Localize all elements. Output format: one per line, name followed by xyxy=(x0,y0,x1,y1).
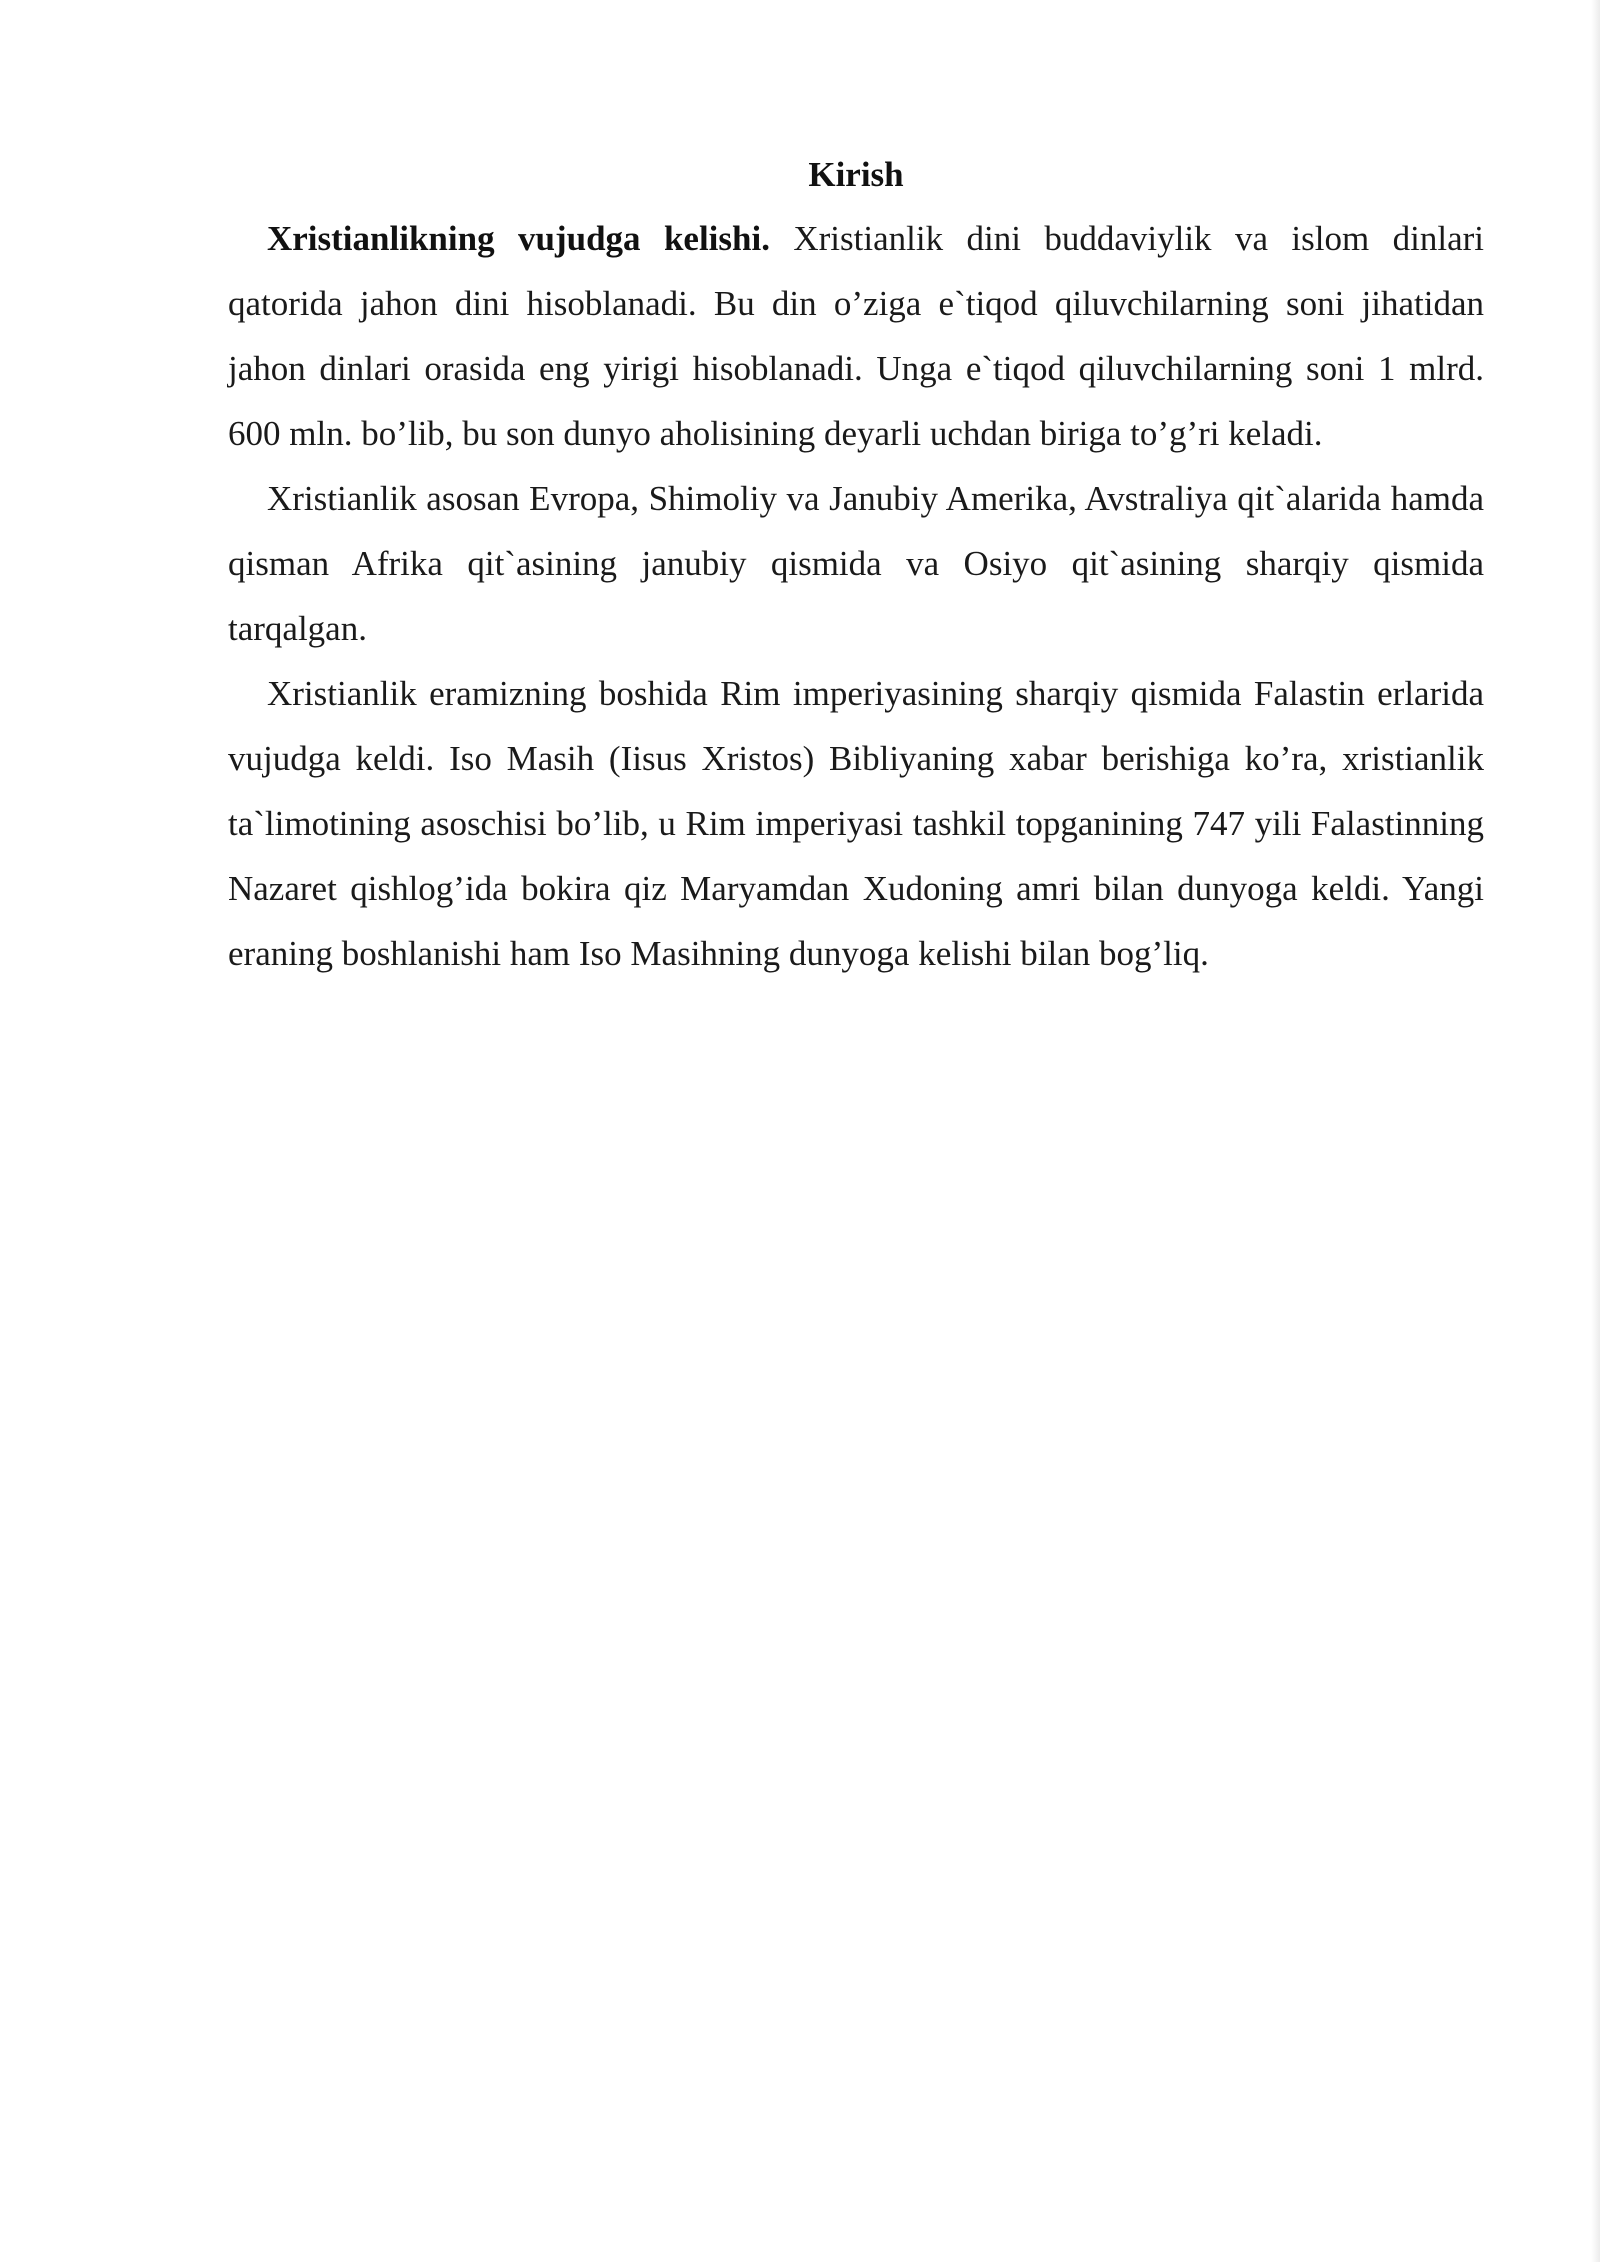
paragraph-intro xyxy=(228,206,1484,466)
paragraph-origin: Xristianlik eramizning boshida Rim imperiyasining sharqiy qismida Falastin erlarida vujudga keldi. Iso Masih (Iisus Xristos) Bibliyaning xabar berishiga ko’ra, xristianlik ta`limotining asoschisi bo’lib, u Rim imperiyasi tashkil topganining 747 yili Falastinning Nazaret qishlog’ida bokira qiz Maryamdan Xudoning amri bilan dunyoga keldi. Yangi eraning boshlanishi ham Iso Masihning dunyoga kelishi bilan bog’liq. xyxy=(228,674,1484,973)
page-edge-shadow xyxy=(1591,0,1600,2262)
paragraph-distribution: Xristianlik asosan Evropa, Shimoliy va Janubiy Amerika, Avstraliya qit`alarida hamda qisman Afrika qit`asining janubiy qismida va Osiyo qit`asining sharqiy qismida tarqalgan. xyxy=(228,479,1484,648)
document-body xyxy=(228,150,1484,986)
paragraph-lead-heading: Xristianlikning vujudga kelishi. xyxy=(267,219,770,258)
page-title: Kirish xyxy=(808,155,904,194)
paragraph-intro-text: Xristianlik dini buddaviylik va islom dinlari qatorida jahon dini hisoblanadi. Bu din o’ziga e`tiqod qiluvchilarning soni jihatidan jahon dinlari orasida eng yirigi hisoblanadi. Unga e`tiqod qiluvchilarning soni 1 mlrd. 600 mln. bo’lib, bu son dunyo aholisining deyarli uchdan biriga to’g’ri keladi. xyxy=(228,219,1484,453)
